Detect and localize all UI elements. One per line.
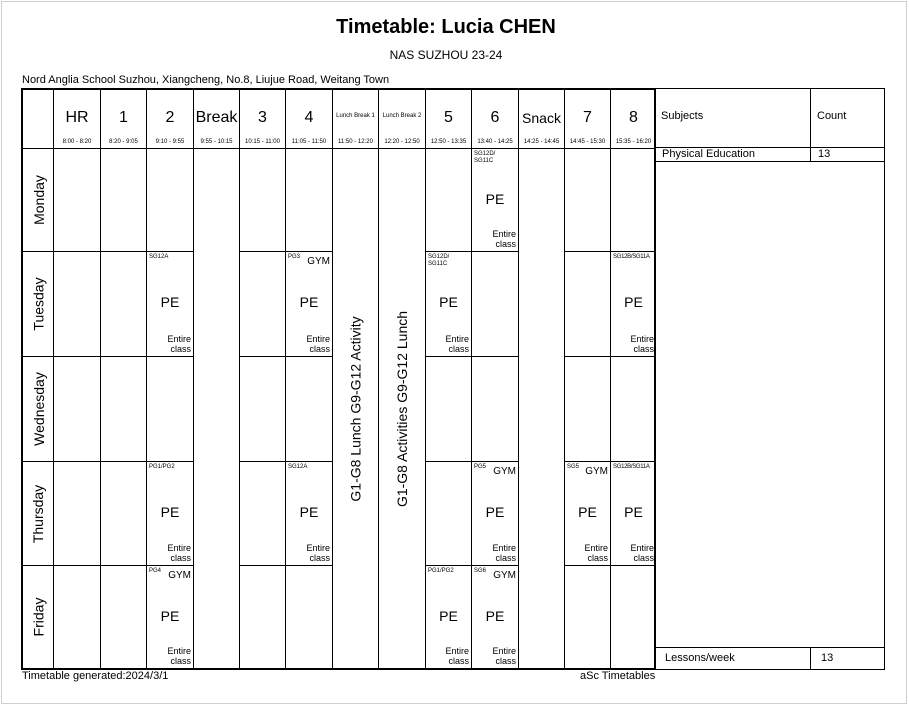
period-header bbox=[611, 90, 656, 148]
lesson-group: SG12D/ SG11C bbox=[428, 254, 450, 267]
period-name: 7 bbox=[583, 109, 592, 126]
grid-line bbox=[810, 89, 811, 147]
lesson-cell[interactable] bbox=[147, 566, 193, 668]
lesson-note: Entire class bbox=[167, 646, 191, 666]
period-header bbox=[333, 90, 378, 148]
lesson-cell[interactable] bbox=[472, 149, 518, 251]
lesson-note: Entire class bbox=[306, 543, 330, 563]
lesson-note: Entire class bbox=[167, 543, 191, 563]
lesson-cell[interactable] bbox=[611, 462, 656, 565]
day-divider bbox=[564, 565, 656, 566]
period-header bbox=[147, 90, 193, 148]
day-label-thursday: Thursday bbox=[30, 484, 47, 543]
period-time: 11:50 - 12:20 bbox=[338, 139, 373, 145]
lesson-cell[interactable] bbox=[426, 566, 471, 668]
lesson-subject: PE bbox=[624, 504, 643, 520]
day-divider bbox=[239, 356, 332, 357]
lesson-room: GYM bbox=[493, 466, 516, 477]
lesson-group: PG3 bbox=[288, 254, 301, 260]
lesson-subject: PE bbox=[299, 294, 319, 310]
lesson-cell[interactable] bbox=[147, 252, 193, 356]
period-time: 8:00 - 8:20 bbox=[62, 139, 92, 145]
lesson-cell[interactable] bbox=[472, 566, 518, 668]
grid-line bbox=[518, 90, 519, 668]
subjects-header: Subjects bbox=[661, 110, 704, 122]
lesson-note: Entire class bbox=[492, 543, 516, 563]
lesson-group: SG5 bbox=[567, 464, 580, 470]
summary-divider bbox=[656, 161, 884, 162]
school-address: Nord Anglia School Suzhou, Xiangcheng, No.8, Liujue Road, Weitang Town bbox=[22, 74, 390, 86]
lesson-group: PG1/PG2 bbox=[428, 568, 454, 574]
lesson-group: SG12D/ SG11C bbox=[474, 151, 496, 164]
period-time: 14:45 - 15:30 bbox=[569, 139, 606, 145]
lesson-group: SG12A bbox=[288, 464, 308, 470]
lesson-subject: PE bbox=[299, 504, 319, 520]
lesson-group: PG4 bbox=[149, 568, 162, 574]
lesson-cell[interactable] bbox=[426, 252, 471, 356]
period-name: 2 bbox=[165, 109, 175, 126]
lesson-group: SG12B/SG11A bbox=[613, 254, 650, 260]
period-name: 1 bbox=[119, 109, 128, 126]
period-header bbox=[240, 90, 285, 148]
period-time: 9:55 - 10:15 bbox=[200, 139, 233, 145]
count-header: Count bbox=[817, 110, 847, 122]
period-time: 12:50 - 13:35 bbox=[430, 139, 467, 145]
lesson-note: Entire class bbox=[492, 646, 516, 666]
period-time: 13:40 - 14:25 bbox=[477, 139, 513, 145]
grid-line bbox=[810, 647, 811, 669]
grid-line bbox=[610, 90, 611, 668]
grid-line bbox=[564, 90, 565, 668]
lesson-subject: PE bbox=[439, 608, 458, 624]
lesson-subject: PE bbox=[624, 294, 643, 310]
grid-line bbox=[193, 90, 194, 668]
lesson-note: Entire class bbox=[630, 334, 654, 354]
period-header bbox=[565, 90, 610, 148]
lesson-room: GYM bbox=[585, 466, 608, 477]
lesson-subject: PE bbox=[485, 191, 505, 207]
lesson-group: PG5 bbox=[474, 464, 487, 470]
lesson-cell[interactable] bbox=[565, 462, 610, 565]
period-header bbox=[379, 90, 425, 148]
period-header bbox=[194, 90, 239, 148]
day-divider bbox=[239, 565, 332, 566]
period-name: 5 bbox=[444, 109, 453, 126]
lesson-note: Entire class bbox=[492, 229, 516, 249]
lesson-group: SG12B/SG11A bbox=[613, 464, 650, 470]
generated-date: Timetable generated:2024/3/1 bbox=[22, 670, 169, 682]
lesson-subject: PE bbox=[160, 294, 180, 310]
period-time: 14:25 - 14:45 bbox=[523, 139, 560, 145]
timetable-grid bbox=[21, 88, 656, 670]
period-name: Snack bbox=[522, 110, 561, 126]
period-name: Break bbox=[195, 109, 238, 126]
lesson-cell[interactable] bbox=[611, 252, 656, 356]
period-time: 12:20 - 12:50 bbox=[384, 139, 420, 145]
period-header bbox=[472, 90, 518, 148]
grid-line bbox=[285, 90, 286, 668]
grid-line bbox=[239, 90, 240, 668]
lesson-subject: PE bbox=[439, 294, 458, 310]
day-label-monday: Monday bbox=[30, 175, 47, 225]
period-time: 15:35 - 16:20 bbox=[615, 139, 652, 145]
lessons-per-week-value: 13 bbox=[821, 652, 834, 664]
lesson-note: Entire class bbox=[630, 543, 654, 563]
day-label-tuesday: Tuesday bbox=[30, 277, 47, 331]
page-title: Timetable: Lucia CHEN bbox=[336, 16, 556, 38]
period-header bbox=[519, 90, 564, 148]
brand-label: aSc Timetables bbox=[580, 670, 656, 682]
lesson-subject: PE bbox=[160, 608, 180, 624]
subject-name: Physical Education bbox=[662, 148, 755, 160]
lesson-cell[interactable] bbox=[286, 462, 332, 565]
grid-line bbox=[810, 147, 811, 161]
day-label-wednesday: Wednesday bbox=[30, 372, 47, 446]
period-header bbox=[286, 90, 332, 148]
period-time: 10:15 - 11:00 bbox=[245, 139, 280, 145]
lesson-note: Entire class bbox=[445, 646, 469, 666]
period-time: 11:05 - 11:50 bbox=[291, 139, 327, 145]
lessons-per-week-label: Lessons/week bbox=[665, 652, 735, 664]
lesson-room: GYM bbox=[307, 256, 330, 267]
lesson-cell[interactable] bbox=[147, 462, 193, 565]
lesson-subject: PE bbox=[578, 504, 597, 520]
lesson-subject: PE bbox=[485, 608, 505, 624]
lesson-subject: PE bbox=[485, 504, 505, 520]
period-name: Lunch Break 1 bbox=[336, 113, 375, 119]
lesson-cell[interactable] bbox=[286, 252, 332, 356]
lesson-group: SG12A bbox=[149, 254, 169, 260]
lunch-break-2-block: G1-G8 Activities G9-G12 Lunch bbox=[394, 310, 410, 507]
subjects-summary-table bbox=[655, 88, 885, 670]
lesson-note: Entire class bbox=[584, 543, 608, 563]
lesson-room: GYM bbox=[168, 570, 191, 581]
period-time: 8:20 - 9:05 bbox=[109, 139, 138, 145]
lesson-group: SG6 bbox=[474, 568, 487, 574]
subject-count: 13 bbox=[818, 148, 831, 160]
lesson-group: PG1/PG2 bbox=[149, 464, 175, 470]
period-time: 9:10 - 9:55 bbox=[155, 139, 185, 145]
lesson-note: Entire class bbox=[167, 334, 191, 354]
period-name: 8 bbox=[629, 109, 638, 126]
lesson-subject: PE bbox=[160, 504, 180, 520]
summary-divider bbox=[656, 647, 884, 648]
period-name: 6 bbox=[490, 109, 500, 126]
day-divider bbox=[564, 356, 656, 357]
day-label-friday: Friday bbox=[30, 597, 47, 637]
period-header bbox=[54, 90, 100, 148]
period-name: 4 bbox=[304, 109, 314, 126]
period-name: 3 bbox=[258, 109, 267, 126]
period-name: Lunch Break 2 bbox=[382, 113, 422, 119]
day-divider bbox=[425, 356, 518, 357]
lesson-note: Entire class bbox=[306, 334, 330, 354]
period-header bbox=[101, 90, 146, 148]
lesson-note: Entire class bbox=[445, 334, 469, 354]
lesson-cell[interactable] bbox=[472, 462, 518, 565]
lesson-room: GYM bbox=[493, 570, 516, 581]
page-subtitle: NAS SUZHOU 23-24 bbox=[389, 48, 503, 62]
period-name: HR bbox=[65, 109, 89, 126]
grid-line bbox=[100, 90, 101, 668]
period-header bbox=[426, 90, 471, 148]
lunch-break-1-block: G1-G8 Lunch G9-G12 Activity bbox=[347, 315, 364, 502]
